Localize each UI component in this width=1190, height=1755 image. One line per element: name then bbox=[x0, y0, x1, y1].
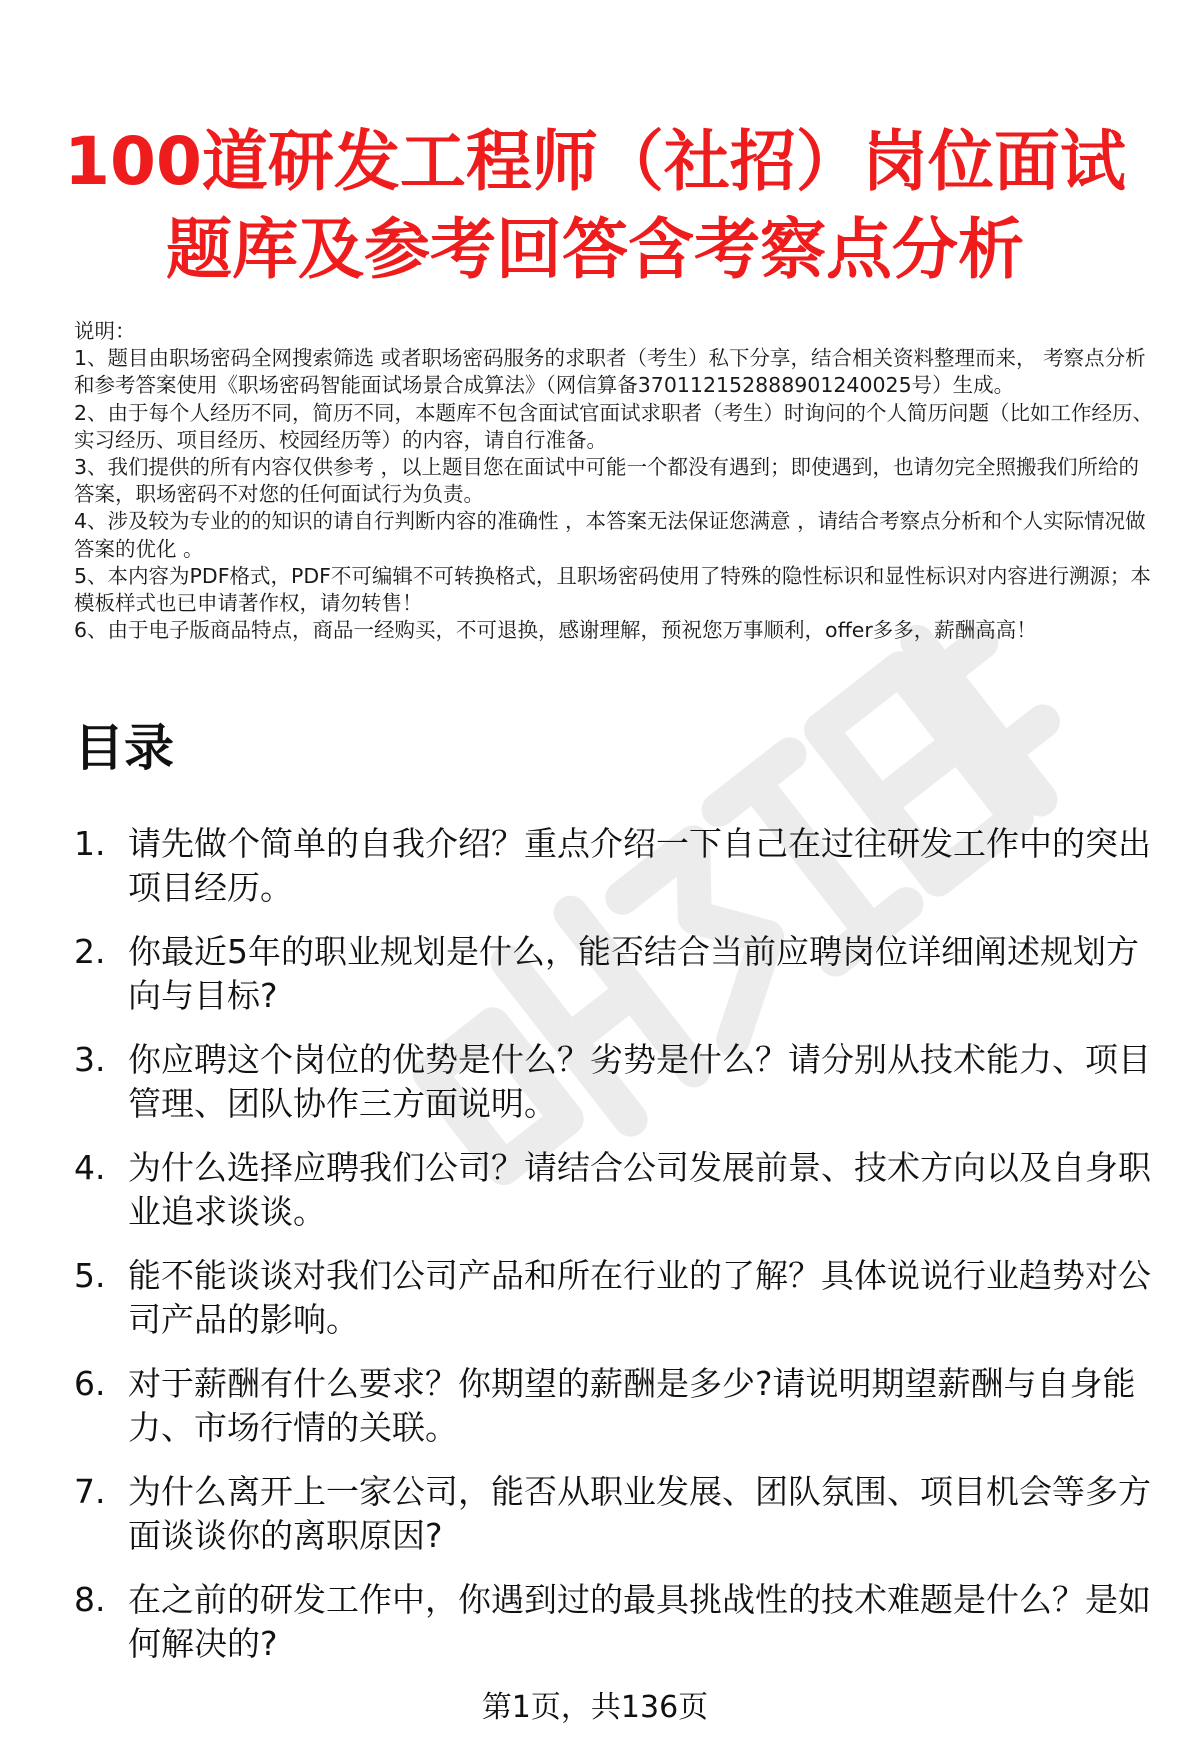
toc-item-3[interactable] bbox=[74, 1038, 1164, 1126]
document-title bbox=[0, 118, 1190, 294]
toc-item-text: 能不能谈谈对我们公司产品和所在行业的了解？具体说说行业趋势对公司产品的影响。 bbox=[128, 1256, 1151, 1339]
toc-item-number: 2. bbox=[74, 932, 106, 971]
note-item-1: 1、题目由职场密码全网搜索筛选 或者职场密码服务的求职者（考生）私下分享，结合相关资料整理而来， 考察点分析和参考答案使用《职场密码智能面试场景合成算法》（网信算备370112152888901240025号）生成。 bbox=[74, 346, 1146, 398]
toc-list bbox=[74, 822, 1164, 1686]
note-item-3: 3、我们提供的所有内容仅供参考 ，以上题目您在面试中可能一个都没有遇到；即使遇到，也请勿完全照搬我们所给的答案，职场密码不对您的任何面试行为负责。 bbox=[74, 455, 1140, 507]
toc-item-number: 7. bbox=[74, 1472, 106, 1511]
toc-item-number: 3. bbox=[74, 1040, 106, 1079]
note-item-5: 5、本内容为PDF格式，PDF不可编辑不可转换格式，且职场密码使用了特殊的隐性标识和显性标识对内容进行溯源；本模板样式也已申请著作权，请勿转售！ bbox=[74, 563, 1151, 616]
notes-heading: 说明： bbox=[74, 319, 136, 343]
toc-item-number: 6. bbox=[74, 1364, 106, 1403]
toc-item-4[interactable] bbox=[74, 1146, 1164, 1234]
title-line-1: 100道研发工程师（社招）岗位面试 bbox=[64, 123, 1126, 200]
toc-item-text: 为什么选择应聘我们公司？请结合公司发展前景、技术方向以及自身职业追求谈谈。 bbox=[128, 1148, 1151, 1231]
toc-item-text: 请先做个简单的自我介绍？重点介绍一下自己在过往研发工作中的突出项目经历。 bbox=[128, 824, 1151, 907]
toc-item-number: 8. bbox=[74, 1580, 106, 1619]
toc-heading: 目录 bbox=[74, 719, 174, 777]
page-number-footer: 第1页，共136页 bbox=[481, 1690, 709, 1725]
toc-item-1[interactable] bbox=[74, 822, 1164, 910]
note-item-2: 2、由于每个人经历不同，简历不同，本题库不包含面试官面试求职者（考生）时询问的个人简历问题（比如工作经历、实习经历、项目经历、校园经历等）的内容，请自行准备。 bbox=[74, 400, 1154, 452]
toc-item-text: 你最近5年的职业规划是什么，能否结合当前应聘岗位详细阐述规划方向与目标? bbox=[128, 932, 1139, 1015]
toc-item-number: 1. bbox=[74, 824, 106, 863]
note-item-6: 6、由于电子版商品特点，商品一经购买，不可退换，感谢理解，预祝您万事顺利，offer多多，薪酬高高！ bbox=[74, 618, 1037, 643]
toc-item-7[interactable] bbox=[74, 1470, 1164, 1558]
toc-item-2[interactable] bbox=[74, 930, 1164, 1018]
toc-item-number: 5. bbox=[74, 1256, 106, 1295]
notes-section bbox=[74, 318, 1154, 644]
note-item-4: 4、涉及较为专业的的知识的请自行判断内容的准确性 ，本答案无法保证您满意 ，请结合考察点分析和个人实际情况做答案的优化 。 bbox=[74, 509, 1146, 561]
toc-item-number: 4. bbox=[74, 1148, 106, 1187]
toc-item-5[interactable] bbox=[74, 1254, 1164, 1342]
toc-item-text: 对于薪酬有什么要求？你期望的薪酬是多少?请说明期望薪酬与自身能力、市场行情的关联。 bbox=[128, 1364, 1136, 1447]
toc-item-6[interactable] bbox=[74, 1362, 1164, 1450]
toc-item-text: 你应聘这个岗位的优势是什么？劣势是什么？请分别从技术能力、项目管理、团队协作三方面说明。 bbox=[128, 1040, 1151, 1123]
toc-item-text: 为什么离开上一家公司，能否从职业发展、团队氛围、项目机会等多方面谈谈你的离职原因? bbox=[128, 1472, 1151, 1555]
toc-item-text: 在之前的研发工作中，你遇到过的最具挑战性的技术难题是什么？是如何解决的? bbox=[128, 1580, 1151, 1663]
toc-item-8[interactable] bbox=[74, 1578, 1164, 1666]
title-line-2: 题库及参考回答含考察点分析 bbox=[166, 211, 1024, 288]
